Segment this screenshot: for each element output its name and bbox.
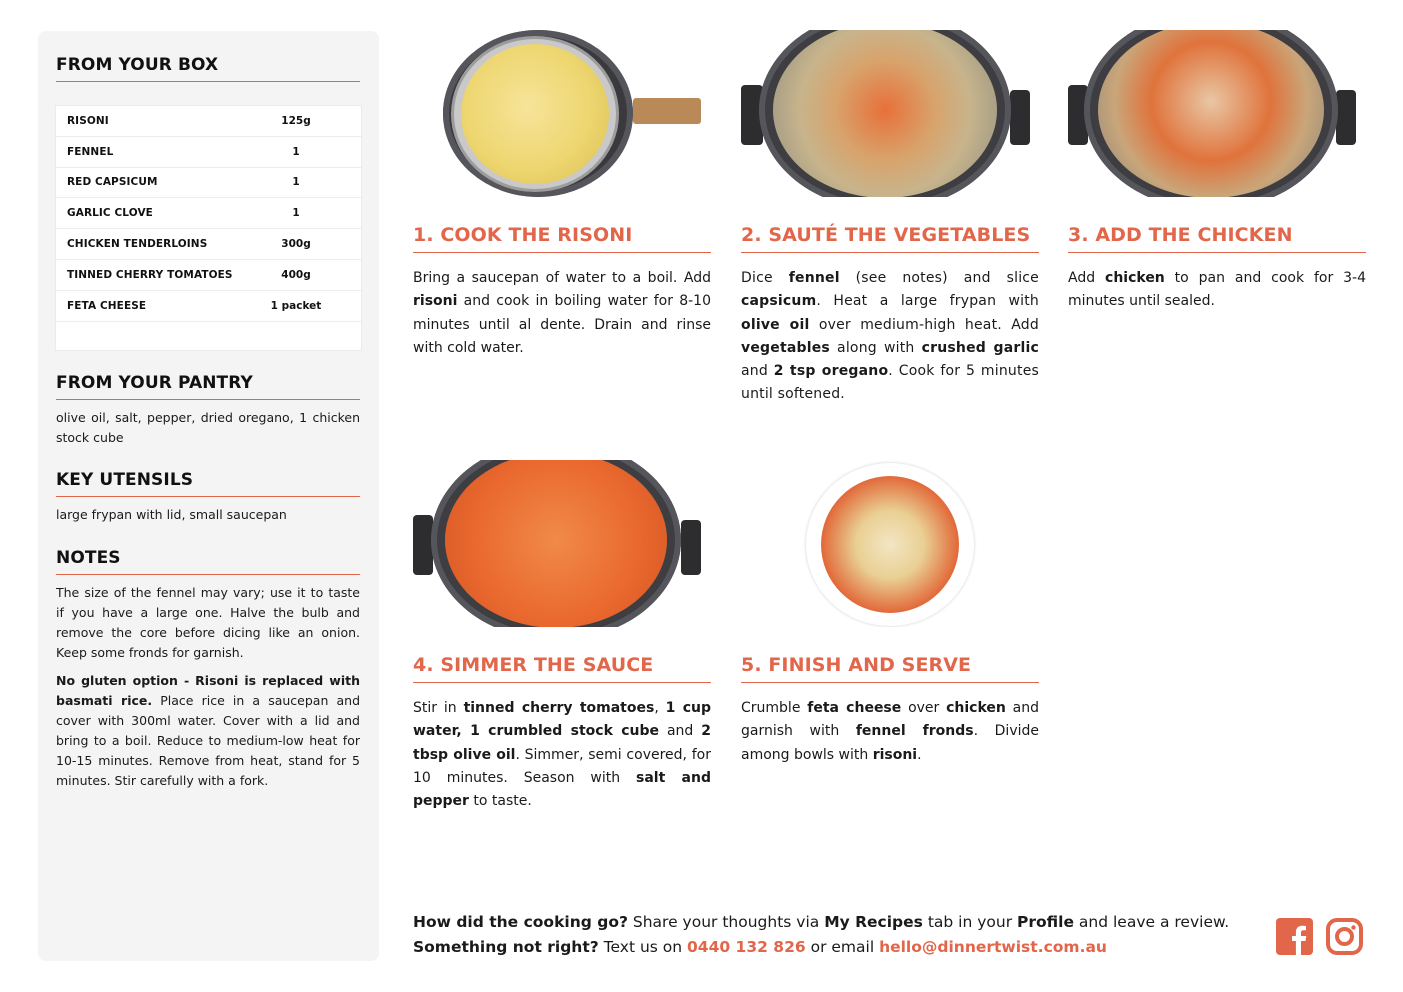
table-row xyxy=(56,106,361,137)
step-4-title: 4. SIMMER THE SAUCE xyxy=(413,654,711,683)
step-text: Stir in xyxy=(413,700,464,716)
support-text: Text us on xyxy=(598,938,688,956)
feedback-line xyxy=(413,910,1263,935)
step-text: , xyxy=(654,700,666,716)
step-text: and xyxy=(659,723,702,740)
sidebar xyxy=(38,31,379,961)
step-keyword: chicken xyxy=(1105,270,1165,286)
step-text: and xyxy=(741,363,774,380)
ingredient-qty: 125g xyxy=(281,114,311,127)
support-text: or email xyxy=(805,938,880,956)
support-email-link[interactable]: hello@dinnertwist.com.au xyxy=(879,938,1107,956)
step-text: and garnish with xyxy=(741,700,1039,740)
support-phone-link[interactable]: 0440 132 826 xyxy=(687,938,806,956)
ingredient-name: GARLIC CLOVE xyxy=(67,207,153,220)
table-row xyxy=(56,260,361,291)
step-1-photo xyxy=(413,30,711,197)
notes-paragraph-1: The size of the fennel may vary; use it to taste if you have a large one. Halve the bulb and remove the core before dicing like an onion. Keep some fronds for garnish. xyxy=(56,585,360,660)
step-2-title: 2. SAUTÉ THE VEGETABLES xyxy=(741,224,1039,253)
step-keyword: 2 tsp oregano xyxy=(773,363,889,380)
step-keyword: 2 tbsp olive oil xyxy=(413,723,711,763)
step-text: (see notes) and slice xyxy=(839,270,1039,286)
step-keyword: olive oil xyxy=(741,316,810,333)
pantry-text: olive oil, salt, pepper, dried oregano, 1 chicken stock cube xyxy=(56,410,360,445)
notes-heading: NOTES xyxy=(56,548,360,575)
profile-label: Profile xyxy=(1017,913,1074,931)
step-text: and cook in boiling water for 8-10 minutes until al dente. Drain and rinse with cold water. xyxy=(413,293,711,356)
step-3-title: 3. ADD THE CHICKEN xyxy=(1068,224,1366,253)
step-5-photo xyxy=(741,460,1039,627)
step-text: to pan and cook for 3-4 minutes until sealed. xyxy=(1068,270,1366,310)
feedback-footer xyxy=(413,910,1263,960)
step-text: . Divide among bowls with xyxy=(741,723,1039,763)
step-5-body xyxy=(741,697,1039,767)
step-1-title: 1. COOK THE RISONI xyxy=(413,224,711,253)
step-keyword: 1 cup water, 1 crumbled stock cube xyxy=(413,700,711,740)
step-keyword: tinned cherry tomatoes xyxy=(463,700,655,716)
ingredient-name: FENNEL xyxy=(67,145,114,158)
step-keyword: vegetables xyxy=(741,339,830,356)
step-keyword: fennel fronds xyxy=(855,723,974,740)
from-your-pantry-heading: FROM YOUR PANTRY xyxy=(56,373,360,400)
step-2-photo xyxy=(741,30,1030,197)
ingredient-name: RISONI xyxy=(67,114,109,127)
ingredient-qty: 1 packet xyxy=(270,299,322,312)
ingredient-qty: 1 xyxy=(292,207,300,220)
ingredient-qty: 300g xyxy=(281,238,311,251)
step-text: Dice xyxy=(741,270,789,286)
step-2-body xyxy=(741,267,1039,407)
ingredient-qty: 1 xyxy=(292,176,300,189)
table-row xyxy=(56,291,361,322)
step-keyword: risoni xyxy=(413,293,458,310)
feedback-text: Share your thoughts via xyxy=(627,913,825,931)
support-question: Something not right? xyxy=(413,938,599,956)
step-text: along with xyxy=(829,339,922,356)
step-text: Crumble xyxy=(741,700,808,716)
from-your-box-heading: FROM YOUR BOX xyxy=(56,55,360,82)
ingredient-name: CHICKEN TENDERLOINS xyxy=(67,238,208,251)
key-utensils-heading: KEY UTENSILS xyxy=(56,470,360,497)
table-row xyxy=(56,229,361,260)
utensils-text: large frypan with lid, small saucepan xyxy=(56,507,287,522)
ingredient-qty: 1 xyxy=(292,145,300,158)
table-row xyxy=(56,198,361,229)
step-5-title: 5. FINISH AND SERVE xyxy=(741,654,1039,683)
step-keyword: feta cheese xyxy=(807,700,902,716)
table-row xyxy=(56,168,361,199)
my-recipes-label: My Recipes xyxy=(824,913,923,931)
ingredient-name: FETA CHEESE xyxy=(67,299,147,312)
step-1-body xyxy=(413,267,711,360)
ingredient-name: RED CAPSICUM xyxy=(67,176,158,189)
step-text: over medium-high heat. Add xyxy=(809,316,1039,333)
notes-gluten-free-label: No gluten option - Risoni is replaced with basmati rice. xyxy=(56,673,360,708)
step-text: Add xyxy=(1068,270,1106,286)
step-3-body xyxy=(1068,267,1366,314)
notes-paragraph-2 xyxy=(56,671,360,791)
step-text: . Heat a large frypan with xyxy=(816,293,1039,310)
step-4-photo xyxy=(413,460,701,627)
step-text: to taste. xyxy=(468,793,532,810)
ingredients-table xyxy=(55,105,362,351)
instagram-icon[interactable] xyxy=(1326,918,1363,955)
step-keyword: crushed garlic xyxy=(921,339,1039,356)
step-keyword: fennel xyxy=(788,270,840,286)
support-line xyxy=(413,935,1263,960)
step-text: . xyxy=(917,746,922,763)
table-row xyxy=(56,137,361,168)
step-keyword: risoni xyxy=(872,746,918,763)
feedback-question: How did the cooking go? xyxy=(413,913,628,931)
feedback-text: tab in your xyxy=(922,913,1018,931)
step-text: . Simmer, semi covered, for 10 minutes. Season with xyxy=(413,746,711,786)
step-keyword: chicken xyxy=(946,700,1006,716)
step-text: . Cook for 5 minutes until softened. xyxy=(741,363,1039,403)
step-keyword: salt and pepper xyxy=(413,769,711,810)
notes-gluten-free-text: Place rice in a saucepan and cover with 300ml water. Cover with a lid and bring to a boil. Reduce to medium-low heat for 10-15 minutes. Remove from heat, stand for 5 minutes. Stir carefully with a fork. xyxy=(56,693,361,788)
step-text: Bring a saucepan of water to a boil. Add xyxy=(413,270,711,286)
step-4-body xyxy=(413,697,711,813)
step-keyword: capsicum xyxy=(741,293,817,310)
ingredient-name: TINNED CHERRY TOMATOES xyxy=(67,268,233,281)
ingredient-qty: 400g xyxy=(281,268,311,281)
feedback-text: and leave a review. xyxy=(1073,913,1230,931)
facebook-icon[interactable] xyxy=(1276,918,1313,955)
step-3-photo xyxy=(1068,30,1356,197)
step-text: over xyxy=(901,700,947,716)
